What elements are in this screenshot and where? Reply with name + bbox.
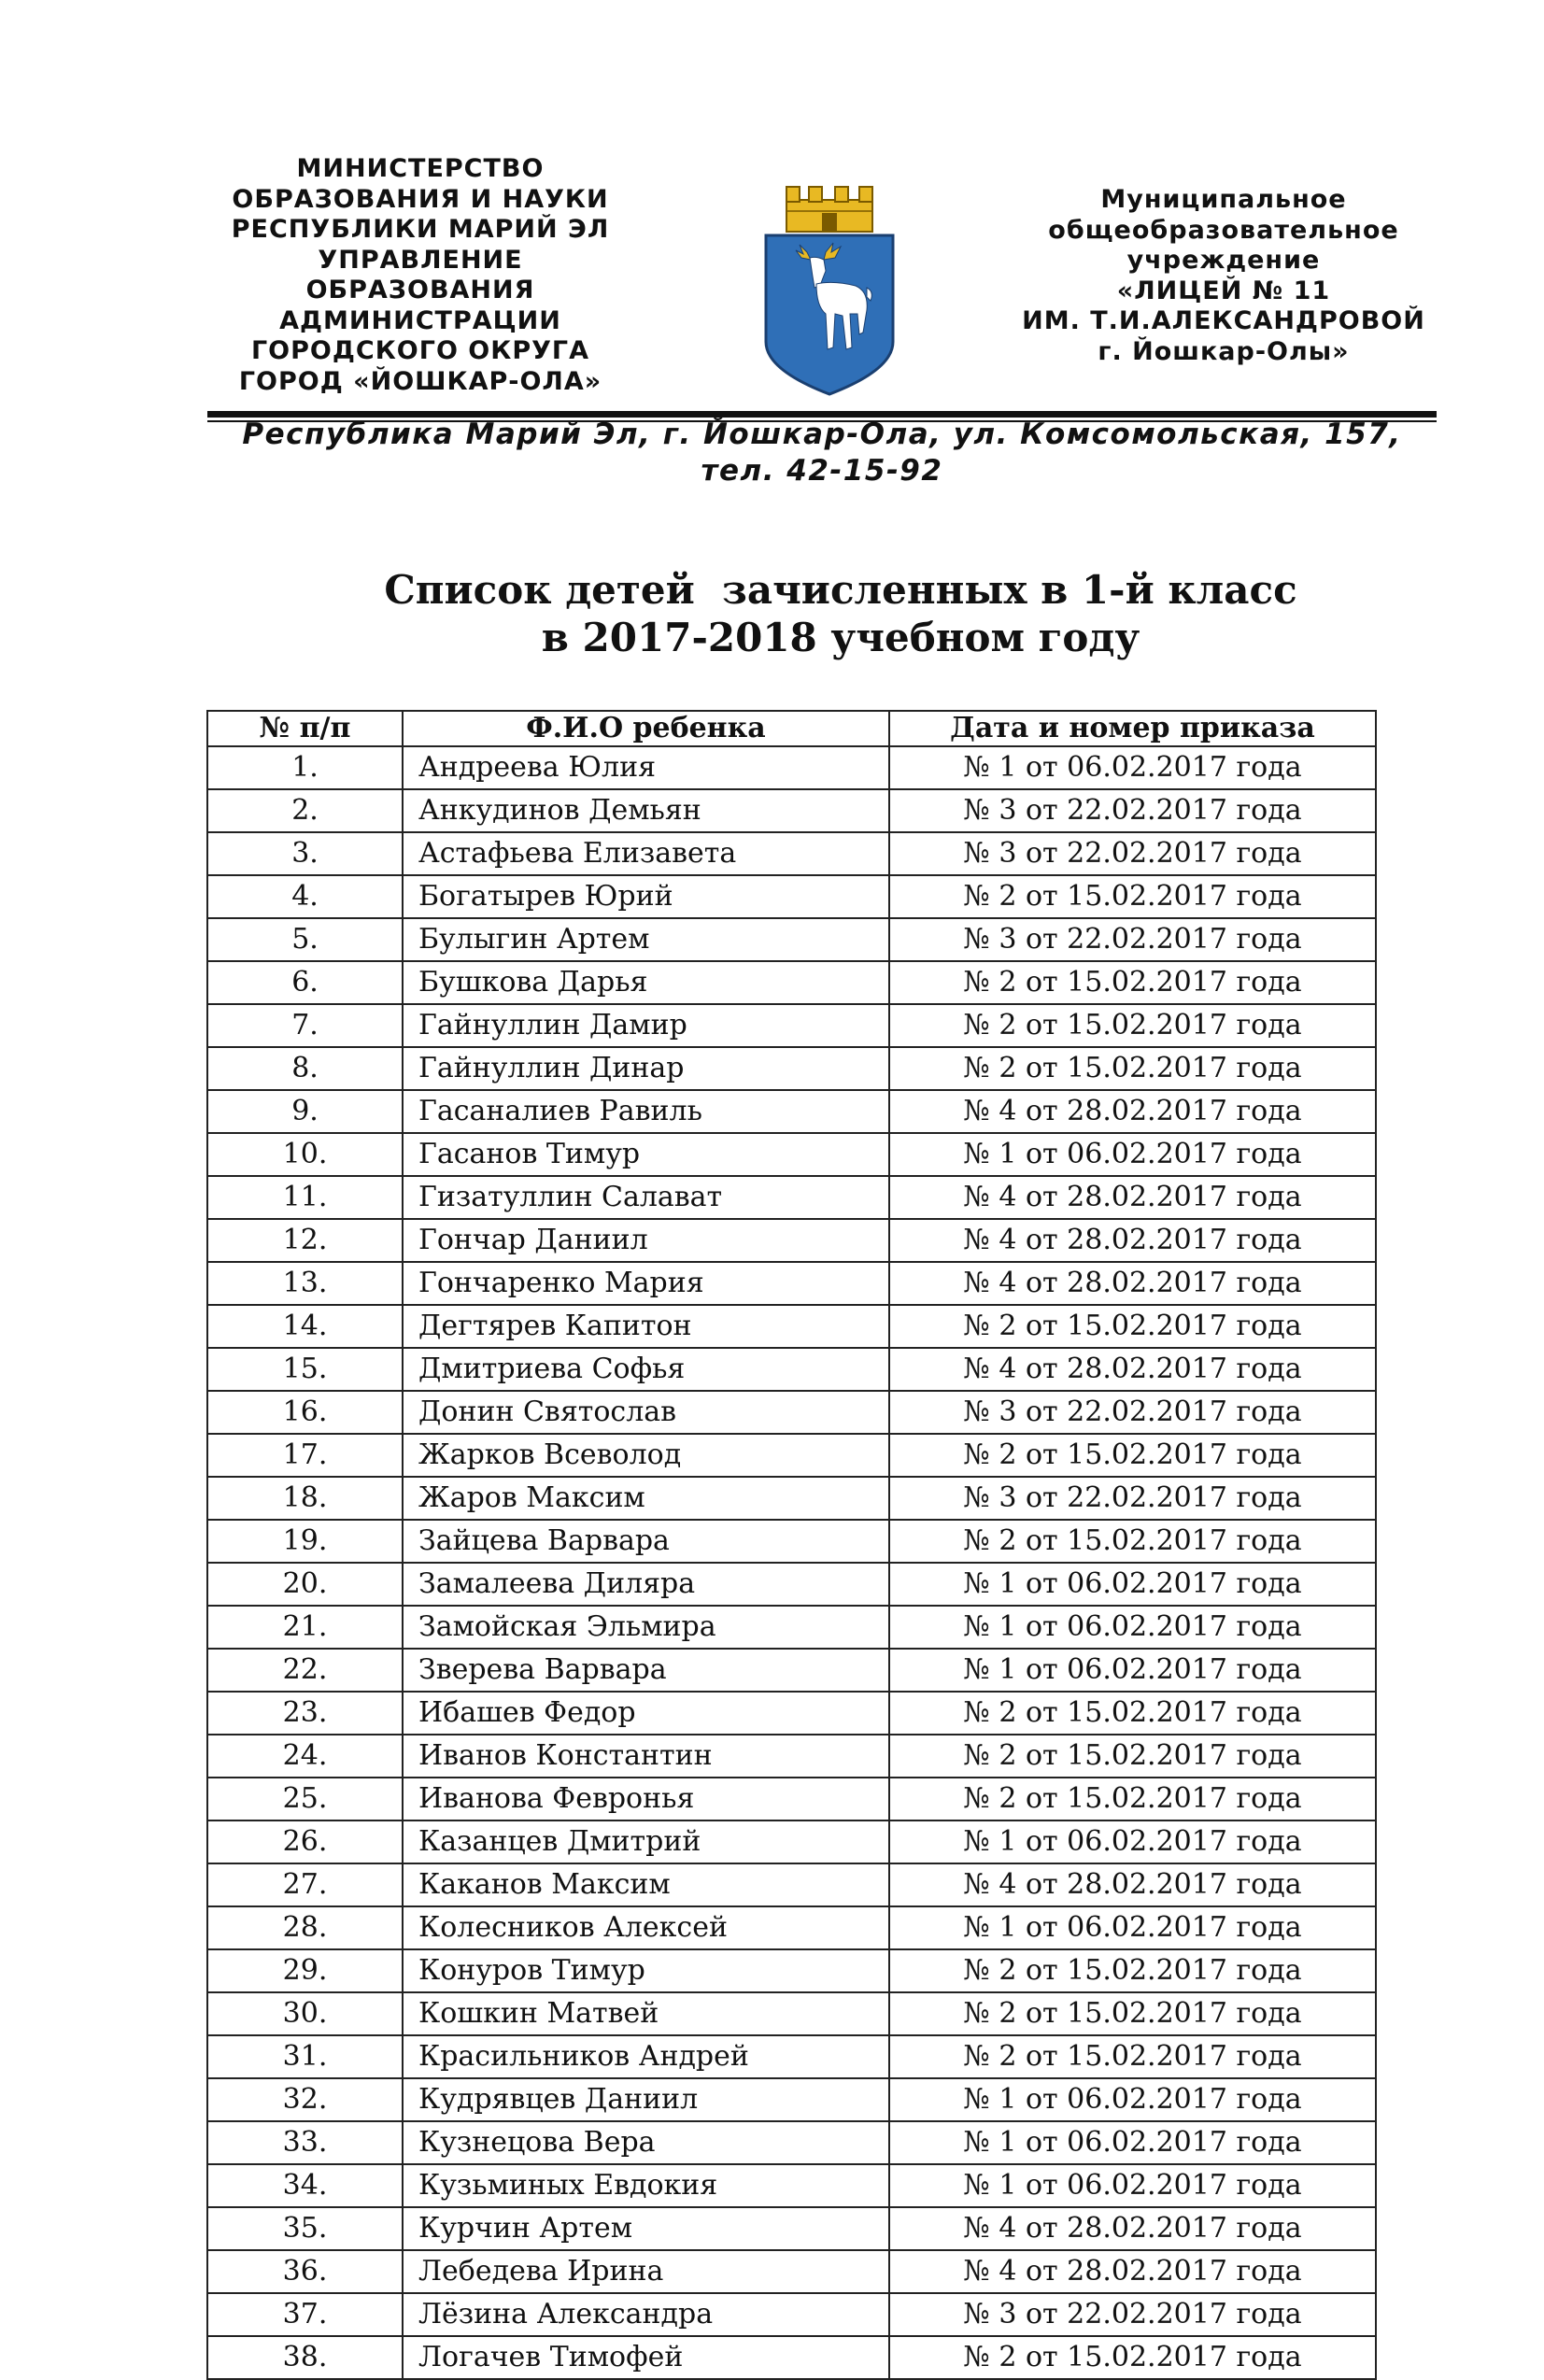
table-row <box>207 1906 1376 1949</box>
row-number: 5. <box>207 918 403 961</box>
order-info: № 3 от 22.02.2017 года <box>889 1391 1376 1434</box>
order-info: № 4 от 28.02.2017 года <box>889 1090 1376 1133</box>
order-info: № 2 от 15.02.2017 года <box>889 961 1376 1004</box>
child-name: Богатырев Юрий <box>403 875 889 918</box>
ministry-line: ГОРОД «ЙОШКАР-ОЛА» <box>238 366 602 396</box>
row-number: 24. <box>207 1735 403 1778</box>
school-address <box>187 417 1457 489</box>
child-name: Гасаналиев Равиль <box>403 1090 889 1133</box>
title-line: в 2017-2018 учебном году <box>541 615 1140 660</box>
order-info: № 2 от 15.02.2017 года <box>889 1778 1376 1820</box>
column-header-order: Дата и номер приказа <box>889 711 1376 746</box>
child-name: Красильников Андрей <box>403 2035 889 2078</box>
row-number: 11. <box>207 1176 403 1219</box>
table-row <box>207 2250 1376 2293</box>
order-info: № 3 от 22.02.2017 года <box>889 2293 1376 2336</box>
order-info: № 2 от 15.02.2017 года <box>889 1949 1376 1992</box>
child-name: Зверева Варвара <box>403 1649 889 1692</box>
child-name: Иванов Константин <box>403 1735 889 1778</box>
row-number: 20. <box>207 1563 403 1606</box>
order-info: № 2 от 15.02.2017 года <box>889 1434 1376 1477</box>
child-name: Курчин Артем <box>403 2207 889 2250</box>
table-row <box>207 961 1376 1004</box>
ministry-line: ОБРАЗОВАНИЯ И НАУКИ <box>232 184 609 214</box>
order-info: № 1 от 06.02.2017 года <box>889 746 1376 789</box>
table-row <box>207 2035 1376 2078</box>
order-info: № 1 от 06.02.2017 года <box>889 1606 1376 1649</box>
order-info: № 4 от 28.02.2017 года <box>889 1348 1376 1391</box>
order-info: № 3 от 22.02.2017 года <box>889 832 1376 875</box>
table-row <box>207 1992 1376 2035</box>
row-number: 27. <box>207 1863 403 1906</box>
title-line: Список детей зачисленных в 1-й класс <box>384 567 1297 613</box>
row-number: 2. <box>207 789 403 832</box>
table-row <box>207 2336 1376 2379</box>
row-number: 8. <box>207 1047 403 1090</box>
table-row <box>207 1863 1376 1906</box>
lyceum-line: «ЛИЦЕЙ № 11 <box>1116 276 1331 305</box>
order-info: № 3 от 22.02.2017 года <box>889 918 1376 961</box>
child-name: Жарков Всеволод <box>403 1434 889 1477</box>
table-row <box>207 2293 1376 2336</box>
table-row <box>207 1563 1376 1606</box>
lyceum-line: общеобразовательное <box>1048 215 1399 245</box>
order-info: № 2 от 15.02.2017 года <box>889 2336 1376 2379</box>
table-row <box>207 789 1376 832</box>
address-line: Республика Марий Эл, г. Йошкар-Ола, ул. Комсомольская, 157, <box>242 418 1402 451</box>
ministry-line: МИНИСТЕРСТВО <box>296 154 545 183</box>
table-row <box>207 746 1376 789</box>
table-row <box>207 1477 1376 1520</box>
order-info: № 4 от 28.02.2017 года <box>889 1262 1376 1305</box>
lyceum-line: г. Йошкар-Олы» <box>1098 336 1350 366</box>
row-number: 4. <box>207 875 403 918</box>
order-info: № 1 от 06.02.2017 года <box>889 2121 1376 2164</box>
child-name: Кудрявцев Даниил <box>403 2078 889 2121</box>
order-info: № 1 от 06.02.2017 года <box>889 1649 1376 1692</box>
child-name: Иванова Февронья <box>403 1778 889 1820</box>
row-number: 38. <box>207 2336 403 2379</box>
row-number: 29. <box>207 1949 403 1992</box>
table-row <box>207 1133 1376 1176</box>
child-name: Кузнецова Вера <box>403 2121 889 2164</box>
child-name: Замойская Эльмира <box>403 1606 889 1649</box>
table-row <box>207 2207 1376 2250</box>
child-name: Колесников Алексей <box>403 1906 889 1949</box>
table-row <box>207 1778 1376 1820</box>
child-name: Гизатуллин Салават <box>403 1176 889 1219</box>
table-row <box>207 1434 1376 1477</box>
row-number: 14. <box>207 1305 403 1348</box>
row-number: 9. <box>207 1090 403 1133</box>
row-number: 35. <box>207 2207 403 2250</box>
table-row <box>207 1004 1376 1047</box>
child-name: Кошкин Матвей <box>403 1992 889 2035</box>
child-name: Астафьева Елизавета <box>403 832 889 875</box>
row-number: 31. <box>207 2035 403 2078</box>
order-info: № 2 от 15.02.2017 года <box>889 1992 1376 2035</box>
ministry-line: РЕСПУБЛИКИ МАРИЙ ЭЛ <box>231 215 610 244</box>
child-name: Замалеева Диляра <box>403 1563 889 1606</box>
row-number: 19. <box>207 1520 403 1563</box>
table-row <box>207 2121 1376 2164</box>
row-number: 21. <box>207 1606 403 1649</box>
phone-line: тел. 42-15-92 <box>701 454 943 488</box>
order-info: № 1 от 06.02.2017 года <box>889 1820 1376 1863</box>
row-number: 26. <box>207 1820 403 1863</box>
table-row <box>207 1090 1376 1133</box>
order-info: № 4 от 28.02.2017 года <box>889 1863 1376 1906</box>
child-name: Лёзина Александра <box>403 2293 889 2336</box>
order-info: № 2 от 15.02.2017 года <box>889 2035 1376 2078</box>
child-name: Гончаренко Мария <box>403 1262 889 1305</box>
column-header-name: Ф.И.О ребенка <box>403 711 889 746</box>
row-number: 37. <box>207 2293 403 2336</box>
order-info: № 2 от 15.02.2017 года <box>889 875 1376 918</box>
child-name: Дмитриева Софья <box>403 1348 889 1391</box>
child-name: Донин Святослав <box>403 1391 889 1434</box>
table-row <box>207 2164 1376 2207</box>
child-name: Конуров Тимур <box>403 1949 889 1992</box>
lyceum-line: Муниципальное <box>1100 185 1347 214</box>
ministry-line: УПРАВЛЕНИЕ <box>318 245 523 275</box>
child-name: Жаров Максим <box>403 1477 889 1520</box>
crown-icon <box>786 187 872 232</box>
row-number: 25. <box>207 1778 403 1820</box>
order-info: № 2 от 15.02.2017 года <box>889 1735 1376 1778</box>
table-row <box>207 1391 1376 1434</box>
child-name: Бушкова Дарья <box>403 961 889 1004</box>
child-name: Булыгин Артем <box>403 918 889 961</box>
table-row <box>207 1606 1376 1649</box>
child-name: Зайцева Варвара <box>403 1520 889 1563</box>
row-number: 1. <box>207 746 403 789</box>
row-number: 23. <box>207 1692 403 1735</box>
child-name: Гасанов Тимур <box>403 1133 889 1176</box>
child-name: Андреева Юлия <box>403 746 889 789</box>
order-info: № 2 от 15.02.2017 года <box>889 1305 1376 1348</box>
order-info: № 1 от 06.02.2017 года <box>889 2164 1376 2207</box>
table-row <box>207 1176 1376 1219</box>
order-info: № 3 от 22.02.2017 года <box>889 789 1376 832</box>
row-number: 16. <box>207 1391 403 1434</box>
table-row <box>207 1820 1376 1863</box>
row-number: 12. <box>207 1219 403 1262</box>
table-row <box>207 1219 1376 1262</box>
ministry-line: ГОРОДСКОГО ОКРУГА <box>250 336 590 365</box>
table-header-row <box>207 711 1376 746</box>
enrollment-table <box>206 710 1377 2380</box>
table-row <box>207 918 1376 961</box>
table-row <box>207 2078 1376 2121</box>
child-name: Логачев Тимофей <box>403 2336 889 2379</box>
child-name: Анкудинов Демьян <box>403 789 889 832</box>
row-number: 34. <box>207 2164 403 2207</box>
coat-of-arms-icon <box>758 183 899 398</box>
child-name: Лебедева Ирина <box>403 2250 889 2293</box>
order-info: № 2 от 15.02.2017 года <box>889 1047 1376 1090</box>
child-name: Гайнуллин Дамир <box>403 1004 889 1047</box>
child-name: Каканов Максим <box>403 1863 889 1906</box>
order-info: № 2 от 15.02.2017 года <box>889 1520 1376 1563</box>
child-name: Казанцев Дмитрий <box>403 1820 889 1863</box>
row-number: 17. <box>207 1434 403 1477</box>
row-number: 28. <box>207 1906 403 1949</box>
row-number: 3. <box>207 832 403 875</box>
row-number: 33. <box>207 2121 403 2164</box>
order-info: № 4 от 28.02.2017 года <box>889 1219 1376 1262</box>
lyceum-header <box>1013 185 1434 367</box>
row-number: 6. <box>207 961 403 1004</box>
order-info: № 4 от 28.02.2017 года <box>889 2207 1376 2250</box>
row-number: 30. <box>207 1992 403 2035</box>
row-number: 10. <box>207 1133 403 1176</box>
ministry-line: ОБРАЗОВАНИЯ <box>305 276 535 305</box>
table-row <box>207 1735 1376 1778</box>
row-number: 18. <box>207 1477 403 1520</box>
row-number: 36. <box>207 2250 403 2293</box>
order-info: № 4 от 28.02.2017 года <box>889 2250 1376 2293</box>
child-name: Кузьминых Евдокия <box>403 2164 889 2207</box>
lyceum-line: ИМ. Т.И.АЛЕКСАНДРОВОЙ <box>1022 306 1425 335</box>
table-row <box>207 1692 1376 1735</box>
order-info: № 2 от 15.02.2017 года <box>889 1004 1376 1047</box>
page-title <box>280 566 1401 661</box>
order-info: № 4 от 28.02.2017 года <box>889 1176 1376 1219</box>
order-info: № 1 от 06.02.2017 года <box>889 1133 1376 1176</box>
row-number: 32. <box>207 2078 403 2121</box>
row-number: 7. <box>207 1004 403 1047</box>
order-info: № 3 от 22.02.2017 года <box>889 1477 1376 1520</box>
column-header-number: № п/п <box>207 711 403 746</box>
table-row <box>207 875 1376 918</box>
order-info: № 1 от 06.02.2017 года <box>889 2078 1376 2121</box>
order-info: № 2 от 15.02.2017 года <box>889 1692 1376 1735</box>
child-name: Дегтярев Капитон <box>403 1305 889 1348</box>
table-row <box>207 1047 1376 1090</box>
row-number: 15. <box>207 1348 403 1391</box>
child-name: Гончар Даниил <box>403 1219 889 1262</box>
ministry-header <box>215 154 626 397</box>
ministry-line: АДМИНИСТРАЦИИ <box>279 305 561 335</box>
child-name: Ибашев Федор <box>403 1692 889 1735</box>
table-row <box>207 1649 1376 1692</box>
table-row <box>207 1348 1376 1391</box>
table-row <box>207 832 1376 875</box>
lyceum-line: учреждение <box>1126 246 1321 275</box>
table-row <box>207 1262 1376 1305</box>
table-row <box>207 1949 1376 1992</box>
child-name: Гайнуллин Динар <box>403 1047 889 1090</box>
row-number: 22. <box>207 1649 403 1692</box>
order-info: № 1 от 06.02.2017 года <box>889 1906 1376 1949</box>
order-info: № 1 от 06.02.2017 года <box>889 1563 1376 1606</box>
row-number: 13. <box>207 1262 403 1305</box>
table-row <box>207 1520 1376 1563</box>
table-row <box>207 1305 1376 1348</box>
